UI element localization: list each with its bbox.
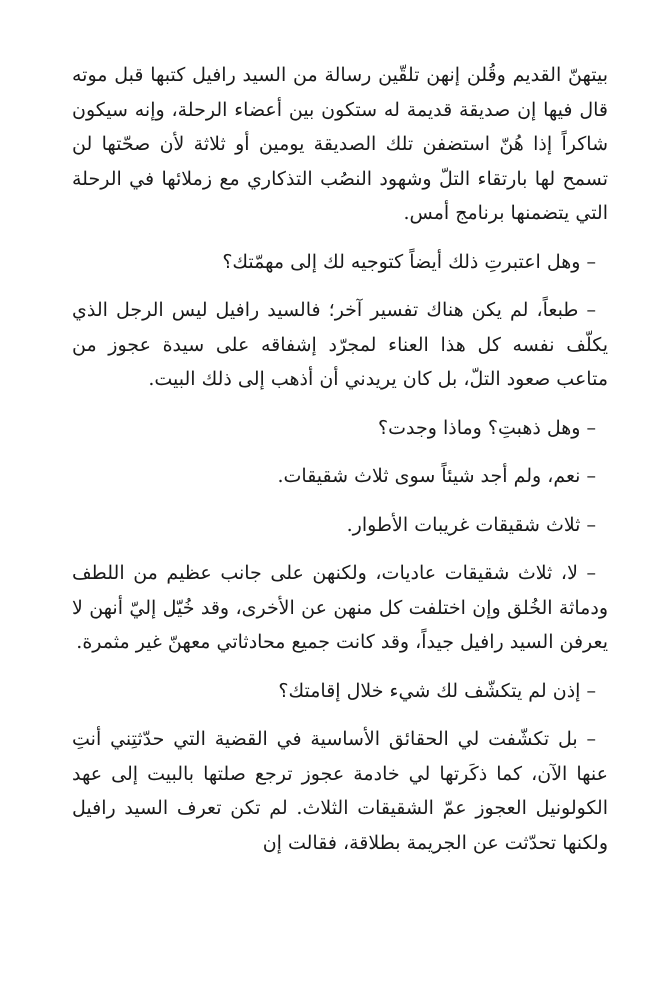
paragraph-1: بيتهنّ القديم وقُلن إنهن تلقّين رسالة من السيد رافيل كتبها قبل موته قال فيها إن صديقة قديمة له ستكون بين أعضاء الرحلة، وإنه سيكون شاكراً إذا هُنّ استضفن تلك الصديقة يومين أو ثلاثة لأن صحّتها لن تسمح لها بارتقاء التلّ وشهود النصُب التذكاري مع زملائها في الرحلة التي يتضمنها برنامج أمس. <box>72 64 608 224</box>
dialogue-line-3: – وهل ذهبتِ؟ وماذا وجدت؟ <box>378 416 596 439</box>
dialogue-line-4: – نعم، ولم أجد شيئاً سوى ثلاث شقيقات. <box>277 465 596 487</box>
dialogue-line-1: – وهل اعتبرتِ ذلك أيضاً كتوجيه لك إلى مهمّتك؟ <box>222 250 596 273</box>
dialogue-line-6: – لا، ثلاث شقيقات عاديات، ولكنهن على جانب عظيم من اللطف ودماثة الخُلق وإن اختلفت كل منهن عن الأخرى، وقد خُيّل إليّ أنهن لا يعرفن السيد رافيل جيداً، وقد كانت جميع محادثاتي معهنّ غير مثمرة. <box>72 562 608 653</box>
dialogue-line-2: – طبعاً، لم يكن هناك تفسير آخر؛ فالسيد رافيل ليس الرجل الذي يكلّف نفسه كل هذا العناء لمجرّد إشفاقه على سيدة عجوز من متاعب صعود التلّ، بل كان يريدني أن أذهب إلى ذلك البيت. <box>72 299 608 390</box>
dialogue-line-5: – ثلاث شقيقات غريبات الأطوار. <box>346 513 596 536</box>
dialogue-line-7: – إذن لم يتكشّف لك شيء خلال إقامتك؟ <box>278 679 596 702</box>
dialogue-line-8: – بل تكشّفت لي الحقائق الأساسية في القضية التي حدّثتِني أنتِ عنها الآن، كما ذكَرتها لي خادمة عجوز ترجع صلتها بالبيت إلى عهد الكولونيل العجوز عمّ الشقيقات الثلاث. لم تكن تعرف السيد رافيل ولكنها تحدّثت عن الجريمة بطلاقة، فقالت إن <box>72 728 608 854</box>
book-page <box>72 58 608 874</box>
